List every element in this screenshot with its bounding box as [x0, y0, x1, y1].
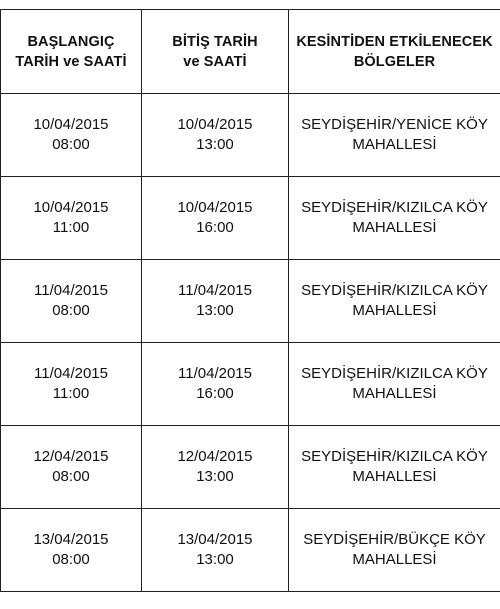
region-line2: MAHALLESİ — [352, 302, 437, 319]
end-date: 13/04/2015 — [177, 531, 253, 548]
start-time: 11:00 — [52, 385, 90, 402]
table-row — [1, 509, 500, 592]
region-cell — [289, 94, 500, 177]
region-line1: SEYDİŞEHİR/YENİCE KÖY — [301, 116, 488, 133]
end-date: 11/04/2015 — [178, 365, 252, 382]
header-region — [289, 10, 500, 94]
header-start-line2: TARİH ve SAATİ — [15, 53, 127, 70]
end-date: 10/04/2015 — [177, 116, 253, 133]
header-end-line1: BİTİŞ TARİH — [172, 33, 258, 50]
end-time: 13:00 — [196, 551, 234, 568]
outage-schedule — [0, 9, 500, 592]
header-start — [1, 10, 142, 94]
region-line1: SEYDİŞEHİR/KIZILCA KÖY — [301, 199, 488, 216]
header-end-line2: ve SAATİ — [183, 53, 247, 70]
start-date: 10/04/2015 — [33, 199, 109, 216]
table-row — [1, 343, 500, 426]
start-cell — [1, 94, 142, 177]
start-time: 08:00 — [52, 468, 90, 485]
start-cell — [1, 260, 142, 343]
start-date: 12/04/2015 — [33, 448, 109, 465]
table-row — [1, 177, 500, 260]
end-cell — [142, 343, 289, 426]
region-line2: MAHALLESİ — [352, 551, 437, 568]
start-time: 08:00 — [52, 551, 90, 568]
end-date: 11/04/2015 — [178, 282, 252, 299]
start-time: 08:00 — [52, 302, 90, 319]
end-time: 16:00 — [196, 385, 234, 402]
start-time: 11:00 — [52, 219, 90, 236]
table-body — [1, 94, 500, 592]
start-cell — [1, 426, 142, 509]
region-line2: MAHALLESİ — [352, 219, 437, 236]
end-time: 13:00 — [196, 468, 234, 485]
header-region-line1: KESİNTİDEN ETKİLENECEK — [296, 33, 493, 50]
start-cell — [1, 177, 142, 260]
end-cell — [142, 94, 289, 177]
start-date: 11/04/2015 — [34, 282, 108, 299]
region-cell — [289, 177, 500, 260]
region-cell — [289, 260, 500, 343]
end-cell — [142, 260, 289, 343]
header-end — [142, 10, 289, 94]
start-date: 11/04/2015 — [34, 365, 108, 382]
region-cell — [289, 426, 500, 509]
region-line2: MAHALLESİ — [352, 385, 437, 402]
header-row — [1, 10, 500, 94]
start-date: 13/04/2015 — [33, 531, 109, 548]
start-time: 08:00 — [52, 136, 90, 153]
header-region-line2: BÖLGELER — [353, 53, 436, 70]
table-row — [1, 260, 500, 343]
header-start-line1: BAŞLANGIÇ — [27, 33, 115, 50]
end-time: 13:00 — [196, 136, 234, 153]
end-cell — [142, 177, 289, 260]
table-row — [1, 94, 500, 177]
region-line2: MAHALLESİ — [352, 136, 437, 153]
end-time: 13:00 — [196, 302, 234, 319]
end-time: 16:00 — [196, 219, 234, 236]
table-row — [1, 426, 500, 509]
region-line1: SEYDİŞEHİR/KIZILCA KÖY — [301, 448, 488, 465]
outage-table — [0, 9, 500, 592]
end-cell — [142, 509, 289, 592]
start-cell — [1, 343, 142, 426]
start-date: 10/04/2015 — [33, 116, 109, 133]
region-cell — [289, 509, 500, 592]
start-cell — [1, 509, 142, 592]
region-cell — [289, 343, 500, 426]
region-line2: MAHALLESİ — [352, 468, 437, 485]
region-line1: SEYDİŞEHİR/KIZILCA KÖY — [301, 282, 488, 299]
end-date: 10/04/2015 — [177, 199, 253, 216]
end-cell — [142, 426, 289, 509]
region-line1: SEYDİŞEHİR/KIZILCA KÖY — [301, 365, 488, 382]
end-date: 12/04/2015 — [177, 448, 253, 465]
region-line1: SEYDİŞEHİR/BÜKÇE KÖY — [303, 531, 486, 548]
